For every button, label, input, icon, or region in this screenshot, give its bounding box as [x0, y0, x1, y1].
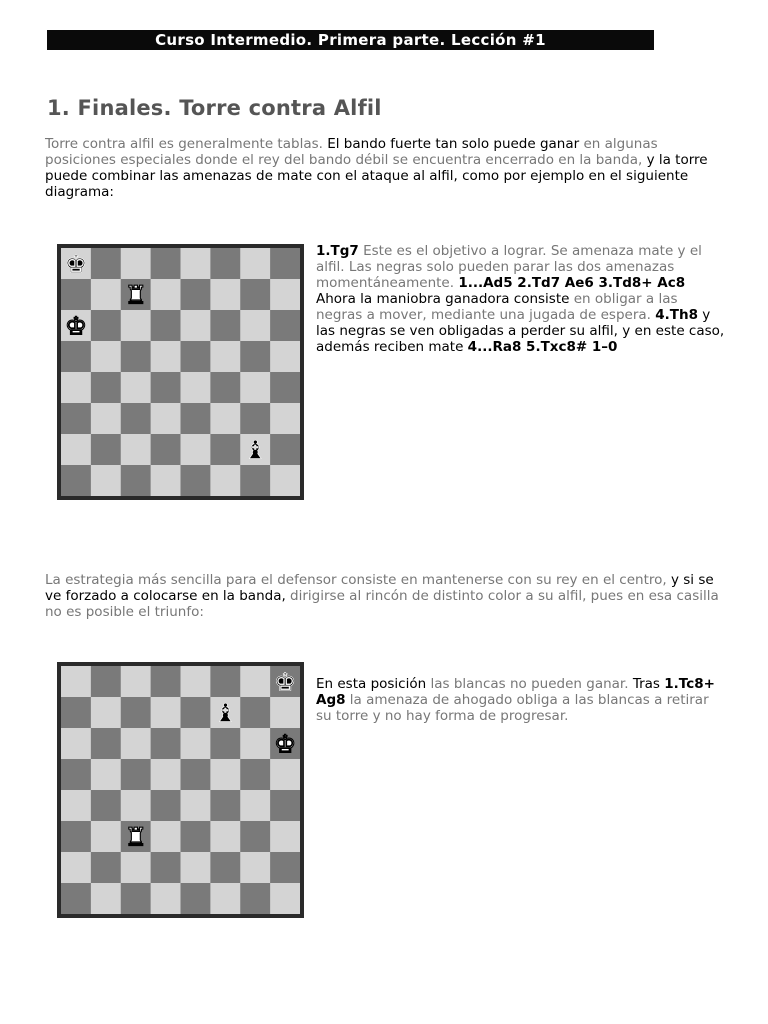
light-square	[210, 341, 240, 373]
dark-square	[270, 248, 300, 280]
diagram-2-commentary	[316, 676, 726, 724]
dark-square	[121, 465, 151, 496]
dark-square	[91, 852, 121, 884]
chess-notation: 1...Ad5 2.Td7 Ae6 3.Td8+ Ac8	[458, 275, 686, 291]
text-segment: Tras	[632, 676, 665, 692]
dark-square	[240, 759, 270, 791]
dark-square	[270, 434, 300, 466]
white-rook-icon: ♜	[124, 280, 147, 310]
light-square	[121, 666, 151, 698]
light-square	[270, 465, 300, 496]
dark-square	[91, 372, 121, 404]
text-segment: Torre contra alfil es generalmente tablas.	[45, 136, 328, 152]
dark-square	[91, 248, 121, 280]
text-segment: y la torre puede combinar las amenazas de mate con el ataque al alfil, como por ejemplo en el siguiente diagrama:	[45, 152, 708, 200]
dark-square	[210, 372, 240, 404]
light-square	[270, 403, 300, 435]
light-square	[91, 465, 121, 496]
dark-square	[240, 403, 270, 435]
dark-square	[270, 310, 300, 342]
light-square	[210, 403, 240, 435]
black-bishop-icon: ♝	[243, 435, 267, 465]
text-segment: la amenaza de ahogado obliga a las blancas a retirar su torre y no hay forma de progresar.	[316, 692, 709, 724]
light-square	[181, 852, 211, 884]
dark-square	[181, 697, 211, 729]
dark-square	[61, 821, 91, 853]
light-square	[151, 697, 181, 729]
dark-square	[61, 697, 91, 729]
dark-square	[151, 434, 181, 466]
light-square	[61, 852, 91, 884]
chess-notation: 4.Th8	[655, 307, 698, 323]
light-square	[61, 372, 91, 404]
dark-square	[121, 697, 151, 729]
dark-square	[151, 310, 181, 342]
light-square	[91, 403, 121, 435]
white-king-icon: ♚	[64, 311, 88, 341]
dark-square	[151, 666, 181, 698]
chess-notation: 1.Tc8+ Ag8	[316, 676, 715, 708]
light-square	[61, 790, 91, 822]
dark-square	[240, 697, 270, 729]
light-square	[240, 310, 270, 342]
light-square	[151, 279, 181, 311]
dark-square	[151, 852, 181, 884]
dark-square	[240, 465, 270, 496]
dark-square	[210, 434, 240, 466]
dark-square	[121, 341, 151, 373]
text-segment: La estrategia más sencilla para el defensor consiste en mantenerse con su rey en el centro,	[45, 572, 671, 588]
dark-square	[240, 341, 270, 373]
light-square	[240, 666, 270, 698]
intro-paragraph	[45, 136, 725, 200]
light-square	[61, 434, 91, 466]
dark-square	[210, 790, 240, 822]
light-square	[121, 434, 151, 466]
light-square	[181, 728, 211, 760]
text-segment: en obligar a las negras a mover, mediante una jugada de espera.	[316, 291, 678, 323]
dark-square	[121, 403, 151, 435]
light-square	[121, 852, 151, 884]
dark-square	[91, 790, 121, 822]
dark-square	[151, 248, 181, 280]
light-square	[181, 666, 211, 698]
dark-square	[240, 279, 270, 311]
dark-square	[61, 403, 91, 435]
light-square	[181, 790, 211, 822]
light-square	[181, 310, 211, 342]
dark-square	[61, 341, 91, 373]
black-bishop-icon: ♝	[214, 698, 237, 728]
dark-square	[210, 248, 240, 280]
light-square	[91, 883, 121, 914]
light-square	[121, 248, 151, 280]
light-square	[61, 728, 91, 760]
black-king-icon: ♚	[64, 249, 88, 279]
dark-square	[270, 852, 300, 884]
light-square	[270, 341, 300, 373]
dark-square	[181, 279, 211, 311]
dark-square	[270, 372, 300, 404]
dark-square	[210, 666, 240, 698]
light-square	[270, 279, 300, 311]
dark-square	[181, 883, 211, 914]
text-segment: Este es el objetivo a lograr. Se amenaza mate y el alfil. Las negras solo pueden parar las dos amenazas momentáneamente.	[316, 243, 702, 291]
dark-square	[121, 759, 151, 791]
dark-square	[181, 759, 211, 791]
light-square	[151, 465, 181, 496]
text-segment: en algunas posiciones especiales donde el rey del bando débil se encuentra encerrado en la banda,	[45, 136, 658, 168]
dark-square	[240, 883, 270, 914]
dark-square	[151, 790, 181, 822]
dark-square	[181, 403, 211, 435]
light-square	[61, 666, 91, 698]
light-square	[210, 279, 240, 311]
text-segment: y si se ve forzado a colocarse en la banda,	[45, 572, 714, 604]
light-square	[240, 790, 270, 822]
light-square	[181, 248, 211, 280]
light-square	[91, 697, 121, 729]
text-segment: Ahora la maniobra ganadora consiste	[316, 291, 570, 307]
white-rook-icon: ♜	[124, 822, 147, 852]
light-square	[270, 821, 300, 853]
light-square	[121, 310, 151, 342]
dark-square	[91, 666, 121, 698]
chess-notation: 4...Ra8 5.Txc8# 1–0	[467, 339, 618, 355]
dark-square	[61, 883, 91, 914]
black-king-icon: ♚	[273, 667, 297, 697]
chess-diagram-2	[57, 662, 304, 918]
light-square	[151, 341, 181, 373]
light-square	[91, 759, 121, 791]
light-square	[91, 341, 121, 373]
dark-square	[181, 821, 211, 853]
light-square	[270, 697, 300, 729]
light-square	[270, 883, 300, 914]
dark-square	[210, 728, 240, 760]
dark-square	[240, 821, 270, 853]
light-square	[210, 821, 240, 853]
light-square	[210, 883, 240, 914]
light-square	[121, 728, 151, 760]
chess-diagram-1	[57, 244, 304, 500]
dark-square	[61, 759, 91, 791]
chess-board-1	[61, 248, 300, 496]
light-square	[240, 728, 270, 760]
dark-square	[121, 883, 151, 914]
dark-square	[61, 279, 91, 311]
light-square	[91, 279, 121, 311]
light-square	[270, 759, 300, 791]
chess-notation: 1.Tg7	[316, 243, 359, 259]
light-square	[181, 434, 211, 466]
course-header-bar	[47, 30, 654, 50]
strategy-paragraph	[45, 572, 725, 620]
dark-square	[61, 465, 91, 496]
dark-square	[181, 341, 211, 373]
light-square	[151, 821, 181, 853]
light-square	[240, 852, 270, 884]
course-title: Curso Intermedio. Primera parte. Lección #1	[155, 31, 546, 49]
chess-board-2	[61, 666, 300, 914]
light-square	[181, 372, 211, 404]
dark-square	[91, 310, 121, 342]
dark-square	[151, 372, 181, 404]
text-segment: El bando fuerte tan solo puede ganar	[327, 136, 580, 152]
dark-square	[91, 728, 121, 760]
light-square	[210, 465, 240, 496]
light-square	[151, 883, 181, 914]
diagram-1-commentary	[316, 243, 726, 355]
light-square	[151, 403, 181, 435]
light-square	[240, 248, 270, 280]
light-square	[121, 372, 151, 404]
section-heading: 1. Finales. Torre contra Alfil	[47, 96, 382, 120]
text-segment: dirigirse al rincón de distinto color a su alfil, pues en esa casilla no es posible el triunfo:	[45, 588, 719, 620]
dark-square	[210, 310, 240, 342]
text-segment: y las negras se ven obligadas a perder su alfil, y en este caso, además reciben mate	[316, 307, 725, 355]
white-king-icon: ♚	[273, 729, 297, 759]
dark-square	[91, 434, 121, 466]
light-square	[210, 759, 240, 791]
text-segment: las blancas no pueden ganar.	[426, 676, 633, 692]
light-square	[151, 759, 181, 791]
dark-square	[181, 465, 211, 496]
light-square	[240, 372, 270, 404]
light-square	[121, 790, 151, 822]
light-square	[91, 821, 121, 853]
dark-square	[270, 790, 300, 822]
dark-square	[151, 728, 181, 760]
text-segment: En esta posición	[316, 676, 427, 692]
dark-square	[210, 852, 240, 884]
